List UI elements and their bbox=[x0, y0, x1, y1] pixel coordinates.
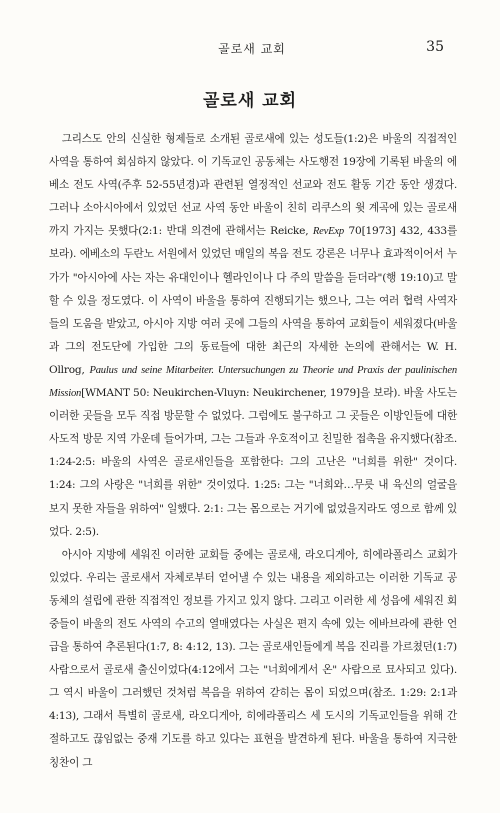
text-segment: 아시아 지방에 세워진 이러한 교회들 중에는 골로새, 라오디게아, 히에라폴리스 교회가 있었다. 우리는 골로새서 자체로부터 얻어낼 수 있는 내용을 제외하고는 이러한 기독교 공동체의 설립에 관한 직접적인 정보를 가지고 있지 않다. 그리고 이러한 세 성읍에 세워진 회중들이 바울의 전도 사역의 수고의 열매였다는 사실은 편지 속에 있는 에바브라에 관한 언급을 통하여 추론된다(1:7, 8: 4:12, 13). 그는 골로새인들에게 복음 진리를 가르쳤던(1:7) 사람으로서 골로새 출신이었다(4:12에서 그는 "너희에게서 온" 사람으로 묘사되고 있다). 그 역시 바울이 그러했던 것처럼 복음을 위하여 갇히는 몸이 되었으며(참조. 1:29: 2:1과 4:13), 그래서 특별히 골로새, 라오디게아, 히에라폴리스 세 도시의 기독교인들을 위해 간절하고도 끊임없는 중재 기도를 하고 있다는 표현을 발견하게 된다. 바울을 통하여 지극한 칭찬이 그 bbox=[49, 548, 457, 769]
running-head bbox=[60, 40, 444, 60]
text-segment: 그리스도 안의 신실한 형제들로 소개된 골로새에 있는 성도들(1:2)은 바울의 직접적인 사역을 통하여 회심하지 않았다. 이 기독교인 공동체는 사도행전 19장에 기록된 바울의 에베소 전도 사역(주후 52-55년경)과 관련된 열정적인 선교와 전도 활동 기간 동안 생겼다. 그러나 소아시아에서 있었던 선교 사역 동안 바울이 친히 리쿠스의 윗 계곡에 있는 골로새까지 가지는 못했다(2:1: 반대 의견에 관해서는 Reicke, bbox=[49, 133, 457, 238]
body-text bbox=[49, 128, 457, 775]
cited-book-title: Paulus und seine Mitarbeiter. Untersuchungen zu Theorie und Praxis der paulinischen Mission bbox=[49, 364, 457, 400]
paragraph-2 bbox=[49, 544, 457, 775]
paragraph-1 bbox=[49, 128, 457, 544]
text-segment: [WMANT 50: Neukirchen-Vluyn: Neukirchener, 1979]을 보라). 바울 사도는 이러한 곳들을 모두 직접 방문할 수 없었다. 그럼에도 불구하고 그 곳들은 이방인들에 대한 사도적 방문 지역 가운데 들어가며, 그는 그들과 우호적이고 친밀한 접촉을 유지했다(참조. 1:24-2:5: 바울의 사역은 골로새인들을 포함한다: 그의 고난은 "너희를 위한" 것이다. 1:24: 그의 사랑은 "너희를 위한" 것이었다. 1:25: 그는 "너희와…무릇 내 육신의 얼굴을 보지 못한 자들을 위하여" 일했다. 2:1: 그는 몸으로는 거기에 없었을지라도 영으로 함께 있었다. 2:5). bbox=[49, 387, 457, 538]
page-number: 35 bbox=[426, 39, 444, 55]
running-title: 골로새 교회 bbox=[218, 42, 286, 56]
text-segment: 70[1973] 432, 433를 보라). 에베소의 두란노 서원에서 있었던 매일의 복음 전도 강론은 너무나 효과적이어서 누가가 "아시아에 사는 자는 유대인이나 헬라인이나 다 주의 말씀을 듣더라"(행 19:10)고 말할 수 있을 정도였다. 이 사역이 바울을 통하여 진행되기는 했으나, 그는 여러 협력 사역자들의 도움을 받았고, 아시아 지방 여러 곳에 그들의 사역을 통하여 교회들이 세워졌다(바울과 그의 전도단에 가입한 그의 동료들에 대한 최근의 자세한 논의에 관해서는 W. H. Ollrog, bbox=[49, 225, 458, 376]
chapter-title: 골로새 교회 bbox=[202, 91, 298, 111]
journal-abbreviation: RevExp bbox=[312, 226, 345, 238]
